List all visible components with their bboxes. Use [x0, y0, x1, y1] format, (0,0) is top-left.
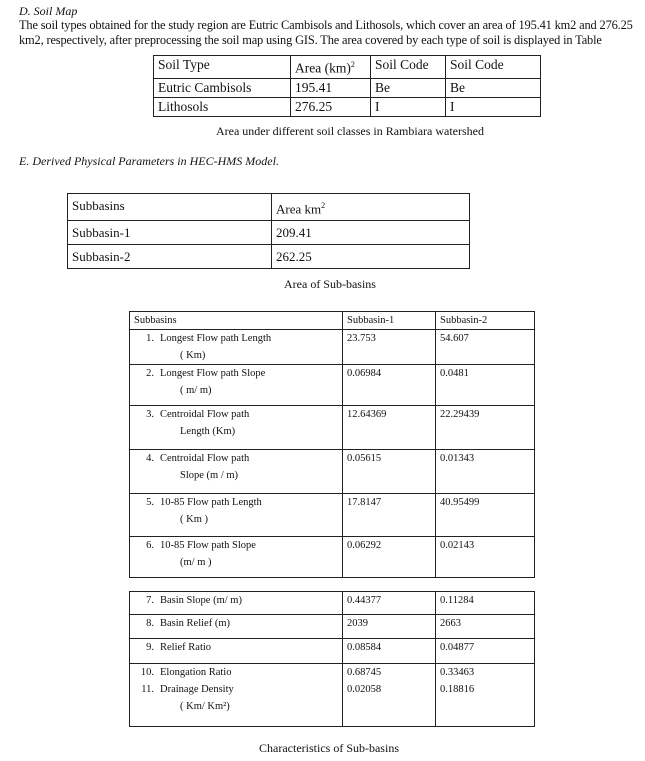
value-cell: 0.0481 — [436, 365, 535, 406]
table-row — [154, 78, 541, 97]
header-cell: Soil Code — [446, 56, 541, 79]
subbasin-area-table — [67, 193, 470, 269]
parameter-cell: 5. 10-85 Flow path Length ( Km ) — [130, 494, 343, 537]
characteristics-header — [130, 312, 535, 330]
table-row — [130, 330, 535, 365]
table-row — [130, 639, 535, 664]
table-cell: I — [446, 97, 541, 116]
table-row — [130, 537, 535, 578]
table-cell: Be — [446, 78, 541, 97]
section-d-heading: D. Soil Map — [19, 4, 78, 18]
table-cell: Be — [371, 78, 446, 97]
header-cell: Subbasins — [68, 194, 272, 221]
value-cell: 22.29439 — [436, 406, 535, 450]
value-cell: 0.33463 0.18816 — [436, 664, 535, 727]
section-e-heading: E. Derived Physical Parameters in HEC-HMS Model. — [19, 154, 279, 168]
table-cell: 209.41 — [272, 221, 470, 245]
table-cell: I — [371, 97, 446, 116]
value-cell: 0.44377 — [343, 592, 436, 615]
value-cell: 0.68745 0.02058 — [343, 664, 436, 727]
characteristics-table-2 — [129, 591, 535, 727]
value-cell: 12.64369 — [343, 406, 436, 450]
value-cell: 0.11284 — [436, 592, 535, 615]
soil-table — [153, 55, 541, 117]
table-row — [68, 221, 470, 245]
table-cell: 195.41 — [291, 78, 371, 97]
value-cell: 2663 — [436, 615, 535, 639]
value-cell: 0.05615 — [343, 450, 436, 494]
header-cell: Area $km^2$ — [272, 194, 470, 221]
table-row — [130, 664, 535, 727]
table-row — [130, 365, 535, 406]
parameter-cell: 8. Basin Relief (m) — [130, 615, 343, 639]
paragraph-line-1: The soil types obtained for the study region are Eutric Cambisols and Lithosols, which cover an area of 195.41 km2 and 276.25 — [19, 18, 633, 32]
table-row — [130, 592, 535, 615]
parameter-cell: 2. Longest Flow path Slope ( m/ m) — [130, 365, 343, 406]
subbasin-table-caption: Area of Sub-basins — [284, 277, 376, 291]
value-cell: 2039 — [343, 615, 436, 639]
parameter-cell: 7. Basin Slope (m/ m) — [130, 592, 343, 615]
header-cell: Subbasins — [130, 312, 343, 330]
parameter-cell: 6. 10-85 Flow path Slope (m/ m ) — [130, 537, 343, 578]
value-cell: 17.8147 — [343, 494, 436, 537]
value-cell: 23.753 — [343, 330, 436, 365]
parameter-cell: 1. Longest Flow path Length ( Km) — [130, 330, 343, 365]
parameter-cell: 10. Elongation Ratio 11. Drainage Density ( Km/ Km²) — [130, 664, 343, 727]
value-cell: 0.06292 — [343, 537, 436, 578]
table-cell: Subbasin-1 — [68, 221, 272, 245]
table-row — [130, 494, 535, 537]
section-d-paragraph — [19, 18, 633, 48]
table-cell: Lithosols — [154, 97, 291, 116]
value-cell: 54.607 — [436, 330, 535, 365]
header-cell: Area (km)$^2$ — [291, 56, 371, 79]
header-cell: Soil Type — [154, 56, 291, 79]
table-cell: 276.25 — [291, 97, 371, 116]
value-cell: 0.01343 — [436, 450, 535, 494]
parameter-cell: 9. Relief Ratio — [130, 639, 343, 664]
table-cell: 262.25 — [272, 245, 470, 269]
value-cell: 0.08584 — [343, 639, 436, 664]
value-cell: 0.04877 — [436, 639, 535, 664]
parameter-cell: 4. Centroidal Flow path Slope (m / m) — [130, 450, 343, 494]
table-row — [130, 615, 535, 639]
table-row — [130, 450, 535, 494]
value-cell: 0.06984 — [343, 365, 436, 406]
characteristics-table — [129, 311, 535, 578]
value-cell: 0.02143 — [436, 537, 535, 578]
parameter-cell: 3. Centroidal Flow path Length (Km) — [130, 406, 343, 450]
header-cell: Soil Code — [371, 56, 446, 79]
table-row — [130, 406, 535, 450]
table-row — [154, 97, 541, 116]
subbasin-table-header — [68, 194, 470, 221]
value-cell: 40.95499 — [436, 494, 535, 537]
table-cell: Subbasin-2 — [68, 245, 272, 269]
header-cell: Subbasin-1 — [343, 312, 436, 330]
characteristics-table-caption: Characteristics of Sub-basins — [259, 741, 399, 755]
table-row — [68, 245, 470, 269]
soil-table-header — [154, 56, 541, 79]
header-cell: Subbasin-2 — [436, 312, 535, 330]
table-cell: Eutric Cambisols — [154, 78, 291, 97]
paragraph-line-2: km2, respectively, after preprocessing the soil map using GIS. The area covered by each type of soil is displayed in Table — [19, 33, 602, 47]
soil-table-caption: Area under different soil classes in Rambiara watershed — [215, 124, 484, 138]
